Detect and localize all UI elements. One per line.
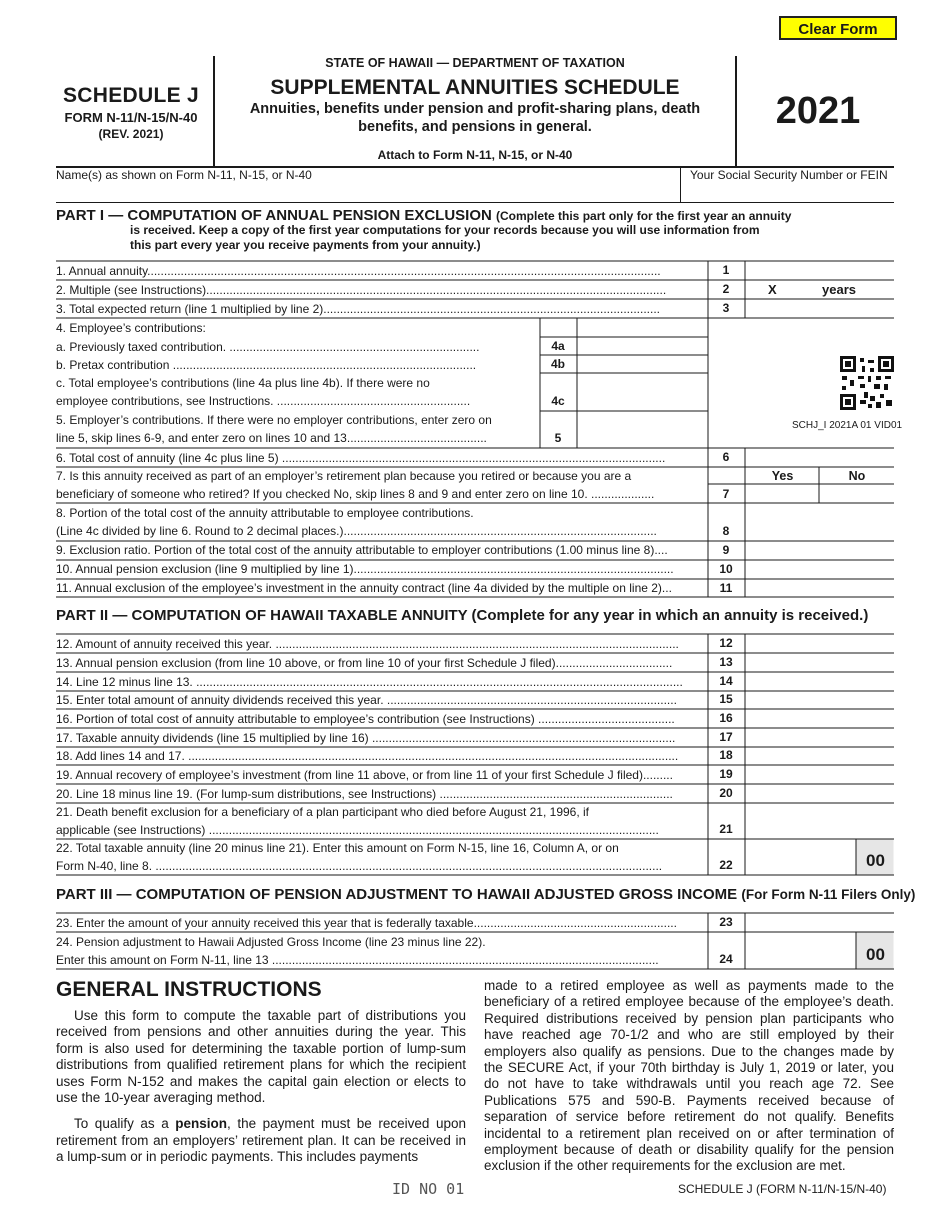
line-13-label: 13. Annual pension exclusion (from line 10 above, or from line 10 of your first Schedule J filed)................................... <box>56 656 673 670</box>
line-23-label: 23. Enter the amount of your annuity received this year that is federally taxable............................................................. <box>56 916 677 930</box>
line-21-label-1: 21. Death benefit exclusion for a beneficiary of a plan participant who died before August 21, 1996, if <box>56 805 590 819</box>
line-num-1: 1 <box>722 263 730 277</box>
line-num-4c: 4c <box>551 394 565 408</box>
line-9-label: 9. Exclusion ratio. Portion of the total cost of the annuity attributable to employer contributions (1.00 minus line 8).... <box>56 543 668 557</box>
line-24-cents: 00 <box>866 945 885 964</box>
line-2-x: X <box>768 282 777 297</box>
line-4a-label: a. Previously taxed contribution. ........................................................................... <box>56 340 480 354</box>
line-2-years: years <box>822 282 856 297</box>
line-15-field[interactable] <box>746 692 894 709</box>
line-4c-field[interactable] <box>578 374 708 411</box>
line-num-6: 6 <box>722 450 730 464</box>
line-num-14: 14 <box>719 674 733 688</box>
form-subtitle-2: benefits, and pensions in general. <box>358 119 592 135</box>
tax-year: 2021 <box>775 90 861 132</box>
line-num-23: 23 <box>719 915 733 929</box>
line-10-field[interactable] <box>746 561 894 579</box>
line-num-12: 12 <box>719 636 733 650</box>
line-num-15: 15 <box>719 692 733 706</box>
part3-note: (For Form N-11 Filers Only) <box>741 887 916 902</box>
line-num-16: 16 <box>719 711 733 725</box>
instructions-column-right <box>484 978 894 1185</box>
p2-post: , the payment must be received upon retirement from an employers’ retirement plan. It can be received in a lump-sum or in periodic payments. This includes payments <box>56 1116 466 1165</box>
name-label: Name(s) as shown on Form N-11, N-15, or N-40 <box>56 168 312 182</box>
line-5-label-2: line 5, skip lines 6-9, and enter zero on lines 10 and 13.......................................... <box>56 431 487 445</box>
line-7-no-header: No <box>848 469 866 483</box>
line-22-label-1: 22. Total taxable annuity (line 20 minus line 21). Enter this amount on Form N-15, line 16, Column A, or on <box>56 841 619 855</box>
line-num-3: 3 <box>722 301 730 315</box>
line-21-label-2: applicable (see Instructions) ....................................................................................................................................... <box>56 823 659 837</box>
line-21-field[interactable] <box>746 804 894 839</box>
line-num-4b: 4b <box>550 357 565 371</box>
line-num-9: 9 <box>722 543 730 557</box>
part1-note-3: this part every year you receive payments from your annuity.) <box>130 238 481 252</box>
line-2-field[interactable] <box>746 281 894 299</box>
line-7-yes-header: Yes <box>771 469 794 483</box>
line-num-11: 11 <box>719 581 733 595</box>
part3-heading <box>56 886 915 903</box>
line-22-field[interactable] <box>746 840 856 875</box>
line-num-20: 20 <box>719 786 733 800</box>
line-15-label: 15. Enter total amount of annuity dividends received this year. ....................................................................................... <box>56 693 677 707</box>
line-10-label: 10. Annual pension exclusion (line 9 multiplied by line 1)................................................................................................ <box>56 562 674 576</box>
line-22-label-2: Form N-40, line 8. ........................................................................................................................................................ <box>56 859 663 873</box>
p2-pre: To qualify as a <box>74 1116 176 1132</box>
line-4c-label-2: employee contributions, see Instructions. .......................................................... <box>56 394 471 408</box>
line-9-field[interactable] <box>746 542 894 560</box>
line-num-21: 21 <box>719 822 733 836</box>
line-6-label: 6. Total cost of annuity (line 4c plus line 5) ................................................................................................................... <box>56 451 666 465</box>
attach-note: Attach to Form N-11, N-15, or N-40 <box>377 148 573 162</box>
part1-note-1: (Complete this part only for the first year an annuity <box>496 209 792 223</box>
line-num-22: 22 <box>719 858 733 872</box>
line-16-field[interactable] <box>746 710 894 728</box>
line-24-label-2: Enter this amount on Form N-11, line 13 .................................................................................................................... <box>56 953 659 967</box>
line-3-field[interactable] <box>746 300 894 318</box>
line-4-label: 4. Employee’s contributions: <box>56 321 206 335</box>
general-instructions-title: GENERAL INSTRUCTIONS <box>56 978 322 1001</box>
line-14-label: 14. Line 12 minus line 13. .................................................................................................................................................. <box>56 675 683 689</box>
line-17-field[interactable] <box>746 729 894 747</box>
line-num-4a: 4a <box>551 339 565 353</box>
line-num-10: 10 <box>719 562 733 576</box>
agency: STATE OF HAWAII — DEPARTMENT OF TAXATION <box>325 56 625 70</box>
part1-note-2: is received. Keep a copy of the first year computations for your records because you will use information from <box>130 223 760 237</box>
p2-bold: pension <box>175 1116 228 1132</box>
line-2-label: 2. Multiple (see Instructions).......................................................................................................................................... <box>56 283 667 297</box>
ssn-label: Your Social Security Number or FEIN <box>690 168 888 182</box>
line-8-label-1: 8. Portion of the total cost of the annuity attributable to employee contributions. <box>56 506 474 520</box>
line-23-field[interactable] <box>746 914 894 932</box>
part3-title: PART III — COMPUTATION OF PENSION ADJUSTMENT TO HAWAII ADJUSTED GROSS INCOME <box>56 886 738 903</box>
line-19-label: 19. Annual recovery of employee’s investment (from line 11 above, or from line 11 of your first Schedule J filed)......... <box>56 768 673 782</box>
line-22-cents: 00 <box>866 851 885 870</box>
line-14-field[interactable] <box>746 673 894 691</box>
line-4a-field[interactable] <box>578 338 708 355</box>
line-num-13: 13 <box>719 655 733 669</box>
line-11-field[interactable] <box>746 580 894 597</box>
part1-title: PART I — COMPUTATION OF ANNUAL PENSION EXCLUSION <box>56 207 492 224</box>
schedule-title: SCHEDULE J <box>62 84 200 107</box>
line-num-2: 2 <box>722 282 730 296</box>
line-num-17: 17 <box>719 730 733 744</box>
line-1-label: 1. Annual annuity.......................................................................................................................................................... <box>56 264 661 278</box>
line-19-field[interactable] <box>746 766 894 784</box>
line-7-no-checkbox[interactable] <box>820 485 894 503</box>
line-8-label-2: (Line 4c divided by line 6. Round to 2 decimal places.).............................................................................................. <box>56 524 657 538</box>
line-6-field[interactable] <box>746 449 894 467</box>
instructions-column-left <box>56 1008 466 1176</box>
line-4b-field[interactable] <box>578 356 708 373</box>
line-5-field[interactable] <box>578 412 708 448</box>
line-18-field[interactable] <box>746 748 894 765</box>
line-7-label-2: beneficiary of someone who retired? If you checked No, skip lines 8 and 9 and enter zero on line 10. ................... <box>56 487 655 501</box>
line-11-label: 11. Annual exclusion of the employee’s investment in the annuity contract (line 4a divided by the multiple on line 2)... <box>56 581 672 595</box>
line-num-8: 8 <box>722 524 730 538</box>
instructions-paragraph-3: made to a retired employee as well as payments made to the beneficiary of a retired employee because of the employee’s death. Required distributions received by pension plan participants who have reached age 70-1/2 and who are still employed by their employers also qualify as pensions. Due to the changes made by the SECURE Act, if your 70th birthday is July 1, 2019 or later, you do not have to take withdrawals until you reach age 72. See Publications 575 and 590-B. Payments received because of separation of service before retirement do not qualify. Benefits incidental to a retirement plan received on or after termination of employment because of death or disability qualify for the pension exclusion if the other requirements for the exclusion are met. <box>484 978 894 1174</box>
line-4b-label: b. Pretax contribution ........................................................................................... <box>56 358 477 372</box>
line-17-label: 17. Taxable annuity dividends (line 15 multiplied by line 16) ........................................................................................... <box>56 731 676 745</box>
line-20-field[interactable] <box>746 785 894 803</box>
footer-form-name: SCHEDULE J (FORM N-11/N-15/N-40) <box>678 1182 887 1196</box>
form-number: FORM N-11/N-15/N-40 <box>64 110 198 125</box>
line-24-label-1: 24. Pension adjustment to Hawaii Adjusted Gross Income (line 23 minus line 22). <box>56 935 486 949</box>
line-20-label: 20. Line 18 minus line 19. (For lump-sum distributions, see Instructions) ...................................................................... <box>56 787 673 801</box>
line-num-7: 7 <box>722 487 730 501</box>
revision: (REV. 2021) <box>98 127 164 141</box>
line-num-18: 18 <box>719 748 733 762</box>
line-16-label: 16. Portion of total cost of annuity attributable to employee’s contribution (see Instructions) ......................................... <box>56 712 675 726</box>
line-7-yes-checkbox[interactable] <box>746 485 819 503</box>
line-num-5: 5 <box>554 431 562 445</box>
line-8-field[interactable] <box>746 504 894 541</box>
line-num-24: 24 <box>719 952 733 966</box>
form-title: SUPPLEMENTAL ANNUITIES SCHEDULE <box>270 76 680 99</box>
line-4c-label-1: c. Total employee’s contributions (line 4a plus line 4b). If there were no <box>56 376 430 390</box>
clear-form-button[interactable]: Clear Form <box>779 16 897 40</box>
line-7-label-1: 7. Is this annuity received as part of an employer’s retirement plan because you retired or because you are a <box>56 469 632 483</box>
line-1-field[interactable] <box>746 262 894 280</box>
line-18-label: 18. Add lines 14 and 17. ................................................................................................................................................... <box>56 749 679 763</box>
part2-heading: PART II — COMPUTATION OF HAWAII TAXABLE ANNUITY (Complete for any year in which an annuity is received.) <box>56 607 869 624</box>
id-number: ID NO 01 <box>392 1180 465 1198</box>
line-3-label: 3. Total expected return (line 1 multiplied by line 2)..................................................................................................... <box>56 302 660 316</box>
form-subtitle-1: Annuities, benefits under pension and profit-sharing plans, death <box>249 101 701 117</box>
line-13-field[interactable] <box>746 654 894 672</box>
line-5-label-1: 5. Employer’s contributions. If there were no employer contributions, enter zero on <box>56 413 492 427</box>
instructions-paragraph-1: Use this form to compute the taxable part of distributions you received from pensions and other annuities during the year. This form is also used for determining the taxable portion of lump-sum distributions from qualified retirement plans for which the recipient uses Form N-152 and makes the capital gain election or elects to use the 10-year averaging method. <box>56 1008 466 1106</box>
qr-code-icon <box>840 356 894 410</box>
line-12-label: 12. Amount of annuity received this year. ......................................................................................................................... <box>56 637 679 651</box>
instructions-paragraph-2 <box>56 1116 466 1165</box>
line-24-field[interactable] <box>746 933 856 969</box>
line-12-field[interactable] <box>746 635 894 653</box>
vid-code: SCHJ_I 2021A 01 VID01 <box>792 420 903 431</box>
line-num-19: 19 <box>719 767 733 781</box>
